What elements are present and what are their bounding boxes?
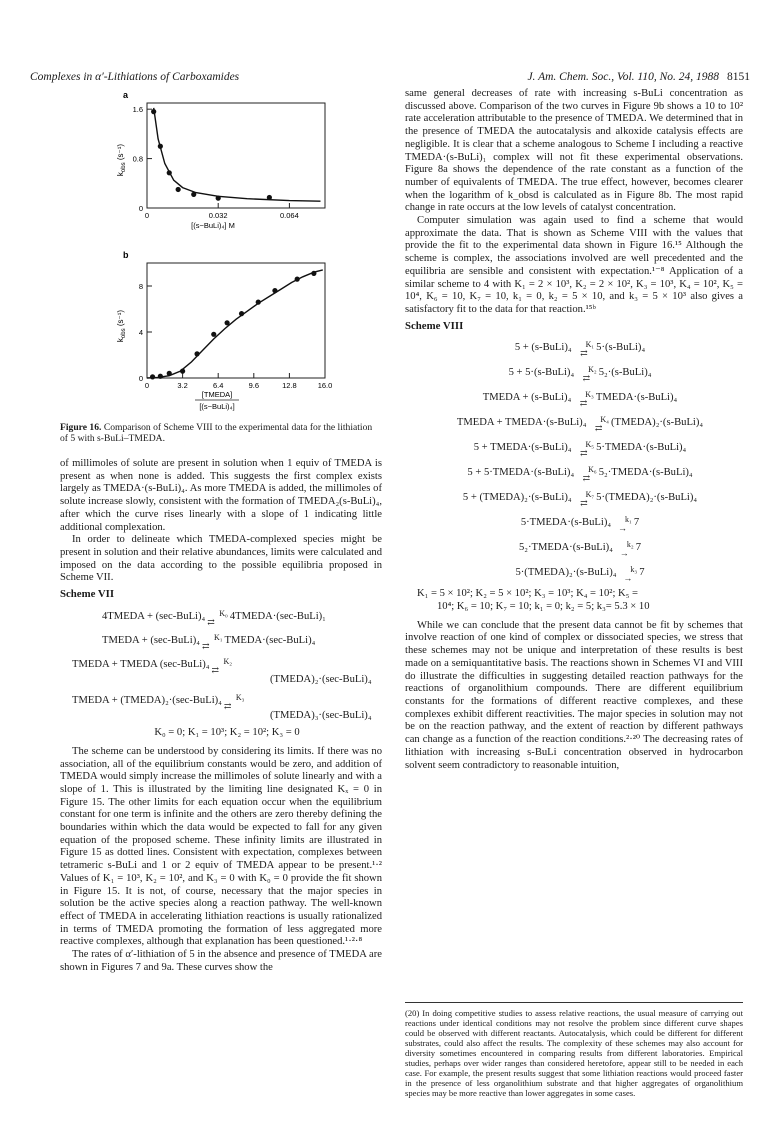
scheme-8-eq-3: TMEDA + (s-BuLi)₄ K₃ ⇄TMEDA·(s-BuLi)₄ (482, 390, 678, 409)
panel-a (116, 90, 325, 230)
right-para-2: Computer simulation was again used to find a scheme that would approximate the data. That is shown as Scheme VIII with the values that provide the fit to the experimental data shown in Figure 16.¹⁵ Although the scheme is complex, the associations involved are well precedented and the equilibria are sensible and consistent with expectation.¹⁻⁸ Application of a similar scheme to 4 with K₁ = 2 × 10³, K₂ = 2 × 10², K₃ = 10³, K₄ = 10², K₅ = 10⁴, K₆ = 10, K₇ = 10, k₁ = 0, k₂ = 5 × 10, and k₃ = 5 × 10³ also gives a satisfactory fit to the data for that reaction.¹⁵ᵇ (405, 215, 743, 315)
b-ytick-label-0: 0 (138, 374, 143, 383)
panel-a-xlabel: [(s−BuLi)₄] M (191, 221, 235, 230)
scheme-8-eq-5: 5 + TMEDA·(s-BuLi)₄ K₅ ⇄5·TMEDA·(s-BuLi)₄ (473, 440, 687, 459)
b-data-point-0 (150, 374, 155, 379)
footnote-rule (405, 1002, 743, 1003)
a-data-point-5 (216, 196, 221, 201)
b-data-point-7 (239, 311, 244, 316)
a-ytick-label-2: 1.6 (132, 105, 143, 115)
a-data-point-1 (158, 144, 163, 149)
panel-a-frame (147, 103, 325, 208)
b-xtick-label-0: 0 (144, 381, 150, 390)
caption-label: Figure 16. (60, 422, 102, 433)
journal-citation: J. Am. Chem. Soc., Vol. 110, No. 24, 1988 (527, 71, 719, 83)
scheme-7-title: Scheme VII (60, 588, 115, 601)
scheme-8-equilibria (405, 338, 743, 507)
a-data-point-6 (267, 195, 272, 200)
scheme-8-eq-2: 5 + 5·(s-BuLi)₄ K₂ ⇄5₂·(s-BuLi)₄ (508, 365, 652, 384)
scheme-8-constants-2: 10⁴; K₆ = 10; K₇ = 10; k₁ = 0; k₂ = 5; k₃= 5.3 × 10 (437, 601, 650, 613)
scheme-7-eq-3-product: (TMEDA)₂·(sec-BuLi)₄ (270, 673, 372, 685)
scheme-8-rate-2: 5₂·TMEDA·(s-BuLi)₄ k₂ →7 (519, 540, 641, 559)
scheme-8-rate-1: 5·TMEDA·(s-BuLi)₄ k₁ →7 (520, 515, 640, 534)
a-data-point-3 (176, 187, 181, 192)
left-para-2: In order to delineate which TMEDA-complexed species might be present in solution and their relative abundances, limits were calculated and imposed on the data according to the possible equilibria proposed in Scheme VII. (60, 534, 382, 584)
left-para-3: The scheme can be understood by considering its limits. If there was no association, all of the equilibrium constants would be zero, and addition of TMEDA would simply increase the millimoles of solute linearly and with a slope of 1. This is illustrated by the limiting line designated Kₓ = 0 in Figure 15. The other limits for each equation occur when the equilibrium constant for one term is infinite and the others are zero thereby defining the boundaries within which the data would be expected to fall for any given equation of the proposed scheme. These infinity limits are illustrated in Figure 15 as dotted lines. Consistent with expectation, complexes between tetrameric s-BuLi and 1 or 2 equiv of TMEDA appear to be present.¹·² Values of K₁ = 10³, K₂ = 10², and K₃ = 0 with K₀ = 0 provide the fit shown in Figure 15. It is not, of course, necessary that the major species in solution be the active species along a reaction pathway. The well-known effect of TMEDA in accelerating lithiation reactions is usually rationalized in terms of TMEDA promoting the formation of less aggregated more reactive complexes, although that explanation has been questioned.¹·²·⁸ (60, 745, 382, 948)
a-xtick-label-0: 0 (144, 211, 150, 220)
scheme-8-eq-4: TMEDA + TMEDA·(s-BuLi)₄ K₄ ⇄(TMEDA)₂·(s-BuLi)₄ (456, 415, 704, 434)
b-data-point-4 (194, 351, 199, 356)
b-data-point-8 (256, 300, 261, 305)
running-header-left: Complexes in α′-Lithiations of Carboxamides (30, 71, 240, 83)
b-ytick-label-1: 4 (138, 328, 143, 337)
b-data-point-6 (225, 320, 230, 325)
b-xtick-label-2: 6.4 (212, 381, 224, 390)
page-number: 8151 (727, 71, 750, 83)
b-data-point-2 (167, 371, 172, 376)
b-xtick-label-1: 3.2 (177, 381, 188, 390)
footnote-20: (20) In doing competitive studies to assess relative reactions, the usual measure of carrying out reactions under identical conditions may not resolve the problem since different curve shapes could be observed with different reactants. Autocatalysis, which could be different for different substrates, could also affect the results. The complexity of these schemes may also account for diversity sometimes encountered in comparing results from different laboratories. Empirical studies, perhaps over wider ranges than considered heretofore, appear still to be needed in each case. For example, the present results suggest that some lithiation reactions would proceed faster in the presence of less organolithium substrate and that higher aggregates of organolithium species may be more reactive than lower aggregates in some cases. (405, 1008, 743, 1098)
panel-a-label: a (123, 90, 129, 100)
panel-b-ylabel: $k_{obs}$ (s⁻¹) (116, 309, 127, 343)
left-para-1: of millimoles of solute are present in solution when 1 equiv of TMEDA is present as when none is added. This suggests the first complex exists largely as TMEDA·(s-BuLi)₄. As more TMEDA is added, the millimoles of solute increase slowly, consistent with the formation of TMEDA₂(s-BuLi)₄, after which the curve rises linearly with a slope of 1 indicating little additional complexation. (60, 458, 382, 533)
b-data-point-3 (180, 369, 185, 374)
right-para-1: same general decreases of rate with increasing s-BuLi concentration as discussed above. Comparison of the two curves in Figure 9b shows a 10 to 10² rate acceleration attributable to the presence of TMEDA. We determined that in the presence of TMEDA the autocatalysis and alkoxide catalysis effects are negligible. It is clear that a scheme analogous to Scheme I including a reactive TMEDA·(s-BuLi)₁ complex will not fit these experimental observations. Figure 8a shows the dependence of the rate constant as a function of the number of equivalents of TMEDA. The true effect, however, becomes clearer when the logarithm of k_obsd is calculated as in Figure 8b. The most rapid change in rate occurs at the low levels of catalyst concentration. (405, 88, 743, 214)
figure-16 (105, 88, 335, 413)
scheme-8-rate-3: 5·(TMEDA)₂·(s-BuLi)₄ k₃ →7 (515, 565, 645, 584)
panel-b-fit-curve (147, 270, 323, 378)
scheme-8-title: Scheme VIII (405, 319, 464, 332)
scheme-8-eq-7: 5 + (TMEDA)₂·(s-BuLi)₄ K₇ ⇄5·(TMEDA)₂·(s-BuLi)₄ (462, 490, 698, 509)
a-data-point-0 (151, 109, 156, 114)
panel-b-xlabel-num: [TMEDA] (201, 390, 233, 399)
caption-text: Comparison of Scheme VIII to the experimental data for the lithiation of 5 with s-BuLi–TMEDA. (60, 422, 373, 445)
b-data-point-11 (311, 271, 316, 276)
scheme-7-eq-4: TMEDA + (TMEDA)₂·(sec-BuLi)₄ K₃ ⇄ (72, 693, 245, 712)
b-data-point-10 (295, 277, 300, 282)
right-para-3: While we can conclude that the present data cannot be fit by schemes that involve reaction of one kind of complex or dissociated species, we stress that these schemes may not be unique and interpretation of these results is best made on a semiquantitative basis. The reactions shown in Schemes VI and VIII do illustrate the difficulties in suggesting detailed reaction pathways for the reactions of organolithium compounds. There are different equilibrium constants for the formations of different reactive complexes, and these complexes exhibit different reactivities. The major species in solution may not be on the reaction pathway, and the extent of reaction by different pathways can change as a function of the reaction conditions.²·²⁰ The decreasing rates of lithiation with increasing s-BuLi concentration observed in hydrocarbon solvent seem contradictory to reasonable intuition, (405, 619, 743, 771)
right-column (405, 88, 743, 772)
a-ytick-label-0: 0 (138, 204, 143, 213)
scheme-7-eq-4-product: (TMEDA)₃·(sec-BuLi)₄ (270, 710, 372, 722)
b-data-point-1 (158, 374, 163, 379)
panel-b-xlabel-den: [(s−BuLi)₄] (199, 402, 235, 411)
b-ytick-label-2: 8 (138, 282, 143, 291)
scheme-7-eq-1: 4TMEDA + (sec-BuLi)₄ K₀ ⇄4TMEDA·(sec-BuLi)₁ (102, 608, 326, 627)
left-column (60, 458, 382, 975)
b-xtick-label-4: 12.8 (282, 381, 297, 390)
scheme-8-eq-6: 5 + 5·TMEDA·(s-BuLi)₄ K₆ ⇄5₂·TMEDA·(s-BuLi)₄ (467, 465, 693, 484)
panel-b (116, 250, 332, 411)
panel-b-label: b (123, 250, 129, 260)
b-xtick-label-3: 9.6 (248, 381, 260, 390)
scheme-8-constants-1: K₁ = 5 × 10²; K₂ = 5 × 10²; K₃ = 10³; K₄ = 10²; K₅ = (417, 588, 639, 600)
a-data-point-4 (191, 192, 196, 197)
running-header-right (527, 71, 750, 83)
scheme-7-eq-3: TMEDA + TMEDA (sec-BuLi)₄ K₂ ⇄ (72, 656, 233, 675)
a-data-point-2 (167, 170, 172, 175)
scheme-8-rates (405, 513, 743, 582)
scheme-8-eq-1: 5 + (s-BuLi)₄ K₁ ⇄5·(s-BuLi)₄ (514, 340, 646, 359)
a-ytick-label-1: 0.8 (132, 154, 143, 164)
a-xtick-label-1: 0.032 (208, 211, 228, 220)
panel-a-ylabel: $k_{obs}$ (s⁻¹) (116, 143, 127, 177)
left-para-4: The rates of α′-lithiation of 5 in the absence and presence of TMEDA are shown in Figures 7 and 9a. These curves show the (60, 949, 382, 973)
b-data-point-5 (211, 332, 216, 337)
scheme-7-constants: K₀ = 0; K₁ = 10³; K₂ = 10²; K₃ = 0 (154, 727, 300, 739)
b-xtick-label-5: 16.0 (317, 381, 333, 390)
b-data-point-9 (272, 288, 277, 293)
figure-caption (60, 422, 380, 445)
a-xtick-label-2: 0.064 (280, 211, 299, 220)
scheme-7-eq-2: TMEDA + (sec-BuLi)₄ K₁ ⇄TMEDA·(sec-BuLi)₄ (102, 632, 316, 651)
